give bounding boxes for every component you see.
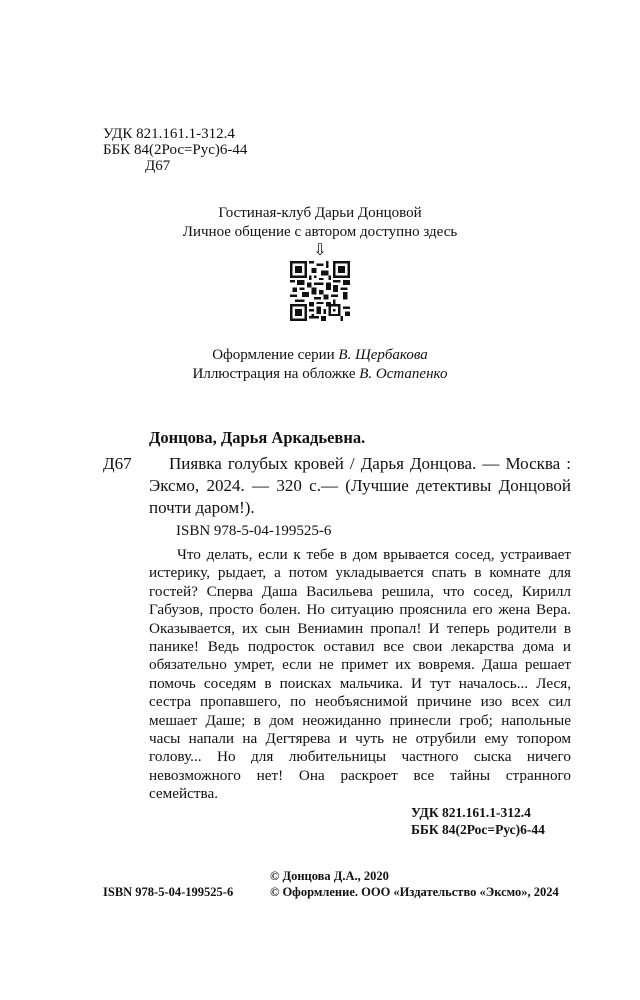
author-sign-code: Д67 [145, 158, 171, 174]
qr-block [0, 241, 640, 326]
udk-code: УДК 821.161.1-312.4 [103, 126, 235, 142]
bottom-bbk: ББК 84(2Рос=Рус)6-44 [411, 822, 545, 837]
bottom-udk: УДК 821.161.1-312.4 [411, 805, 531, 820]
credits [0, 346, 640, 384]
qr-code[interactable] [290, 261, 350, 321]
bbk-code: ББК 84(2Рос=Рус)6-44 [103, 142, 248, 158]
copyright-design: © Оформление. ООО «Издательство «Эксмо», 2024 [270, 885, 559, 899]
author-heading: Донцова, Дарья Аркадьевна. [149, 428, 366, 447]
series-design-credit: Оформление серии В. Щербакова [212, 347, 428, 363]
club-caption [0, 204, 640, 242]
bottom-isbn: ISBN 978-5-04-199525-6 [103, 885, 234, 899]
bottom-classification [411, 804, 545, 838]
down-arrow-icon: ⇩ [313, 240, 327, 259]
top-classification [103, 126, 247, 174]
bibliographic-description: Пиявка голубых кровей / Дарья Донцова. — Москва : Эксмо, 2024. — 320 с.— (Лучшие детективы Донцовой почти даром!). [149, 454, 571, 517]
record-isbn: ISBN 978-5-04-199525-6 [176, 523, 332, 539]
cover-illustration-credit: Иллюстрация на обложке В. Остапенко [192, 366, 448, 382]
copyright-author: © Донцова Д.А., 2020 [270, 869, 389, 883]
club-subtitle: Личное общение с автором доступно здесь [182, 224, 458, 240]
club-title: Гостиная-клуб Дарьи Донцовой [218, 205, 422, 221]
record-code: Д67 [103, 454, 132, 473]
annotation: Что делать, если к тебе в дом врывается сосед, устраивает истерику, рыдает, а потом укладывается спать в комнате для гостей? Сперва Даша Васильева решила, что сосед, Кирилл Габузов, просто болен. Но ситуацию прояснила его жена Вера. Оказывается, их сын Вениамин пропал! И теперь родители в панике! Ведь подросток оставил все свои лекарства дома и обязательно умрет, если не примет их вовремя. Даша решает помочь соседям в поисках мальчика. И тут началось... Леся, сестра пропавшего, по необъяснимой причине изо всех сил мешает Даше; в дом неожиданно принесли гроб; напольные часы напали на Дегтярева и чуть не отрубили ему топором голову... Но для любительницы частного сыска ничего невозможного нет! Она раскроет все тайны странного семейства. [149, 546, 571, 803]
